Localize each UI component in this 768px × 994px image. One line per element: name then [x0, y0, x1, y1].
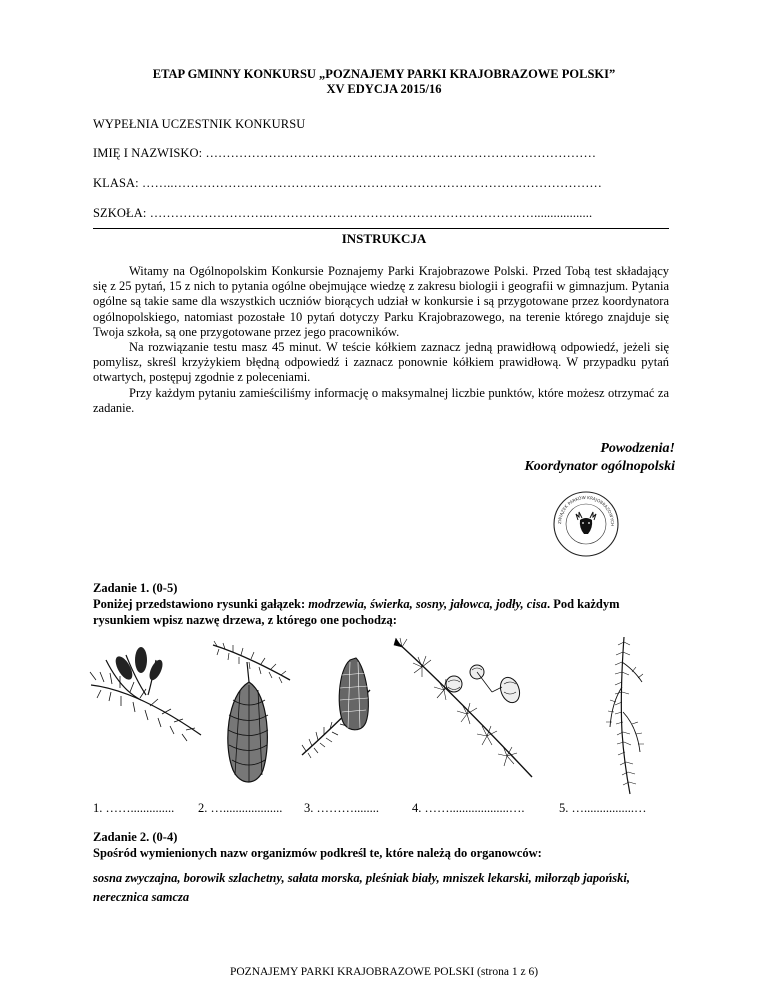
instructions-paragraph-2: Na rozwiązanie testu masz 45 minut. W teście kółkiem zaznacz jedną prawidłową odpowiedź, jeżeli się pomylisz, skreśl krzyżykiem błędną odpowiedź i zaznacz ponownie kółkiem prawidłową. W przypadku pytań otwartych, postępuj zgodnie z poleceniami.	[93, 340, 669, 385]
task2-instruction: Spośród wymienionych nazw organizmów podkreśl te, które należą do organowców:	[93, 846, 542, 860]
task1-instruction: Poniżej przedstawiono rysunki gałązek: modrzewia, świerka, sosny, jałowca, jodły, cisa. Pod każdym rysunkiem wpisz nazwę drzewa, z którego one pochodzą:	[93, 597, 620, 627]
branch-1-image	[86, 640, 206, 750]
coordinator-signature: Koordynator ogólnopolski	[524, 459, 675, 474]
task2-title: Zadanie 2. (0-4)	[93, 830, 178, 844]
deer-head-stamp-icon	[552, 490, 620, 558]
task1-title: Zadanie 1. (0-5)	[93, 581, 178, 595]
task1-tree-list: modrzewia, świerka, sosny, jałowca, jodły, cisa	[308, 597, 547, 611]
spruce-cone-branch-image	[205, 640, 295, 790]
participant-label: WYPEŁNIA UCZESTNIK KONKURSU	[93, 117, 306, 131]
juniper-branch-image	[592, 632, 662, 797]
instructions-text	[93, 264, 669, 416]
answer-field-3[interactable]: 3. ………........	[304, 801, 379, 815]
instructions-paragraph-3: Przy każdym pytaniu zamieściliśmy informację o maksymalnej liczbie punktów, które możesz otrzymać za zadanie.	[93, 385, 669, 415]
instructions-heading: INSTRUKCJA	[341, 231, 427, 246]
class-field[interactable]: KLASA: ……..…………………………………………………………………………………………	[93, 176, 603, 190]
task2-organism-list[interactable]: sosna zwyczajna, borowik szlachetny, sałata morska, pleśniak biały, mniszek lekarski, miłorząb japoński, nerecznica samcza	[93, 871, 630, 904]
section-divider	[93, 228, 669, 229]
task2-header	[93, 829, 673, 861]
larch-branch-image	[392, 632, 552, 782]
task1-header	[93, 580, 673, 628]
greeting: Powodzenia!	[600, 441, 675, 456]
answer-field-4[interactable]: 4. ……...................….	[412, 801, 525, 815]
page-footer: POZNAJEMY PARKI KRAJOBRAZOWE POLSKI (strona 1 z 6)	[229, 966, 539, 978]
answer-field-1[interactable]: 1. ……..............	[93, 801, 175, 815]
edition-title: XV EDYCJA 2015/16	[326, 82, 442, 96]
fir-cone-branch-image	[300, 640, 380, 760]
svg-text:ZWIĄZEK PARKÓW KRAJOBRAZOWYCH: ZWIĄZEK PARKÓW KRAJOBRAZOWYCH	[556, 494, 616, 527]
name-field[interactable]: IMIĘ I NAZWISKO: …………………………………………………………………………………	[93, 146, 597, 160]
answer-field-2[interactable]: 2. …...................	[198, 801, 283, 815]
answer-field-5[interactable]: 5. …................…	[559, 801, 647, 815]
instructions-paragraph-1: Witamy na Ogólnopolskim Konkursie Poznajemy Parki Krajobrazowe Polski. Przed Tobą test składający się z 25 pytań, 15 z nich to pytania ogólne obejmujące wiedzę z zakresu biologii i geografii w gimnazjum. Pytania ogólne są takie same dla wszystkich uczniów biorących udział w konkursie i są przygotowane przez koordynatora ogólnopolskiego, natomiast pozostałe 10 pytań dotyczy Parku Krajobrazowego, na terenie którego znajduje się Twoja szkoła, są one przygotowane przez jego pracowników.	[93, 264, 669, 339]
school-field[interactable]: SZKOŁA: ………………………..………………………………………………………..................	[93, 206, 593, 220]
contest-title: ETAP GMINNY KONKURSU „POZNAJEMY PARKI KRAJOBRAZOWE POLSKI”	[152, 67, 616, 81]
